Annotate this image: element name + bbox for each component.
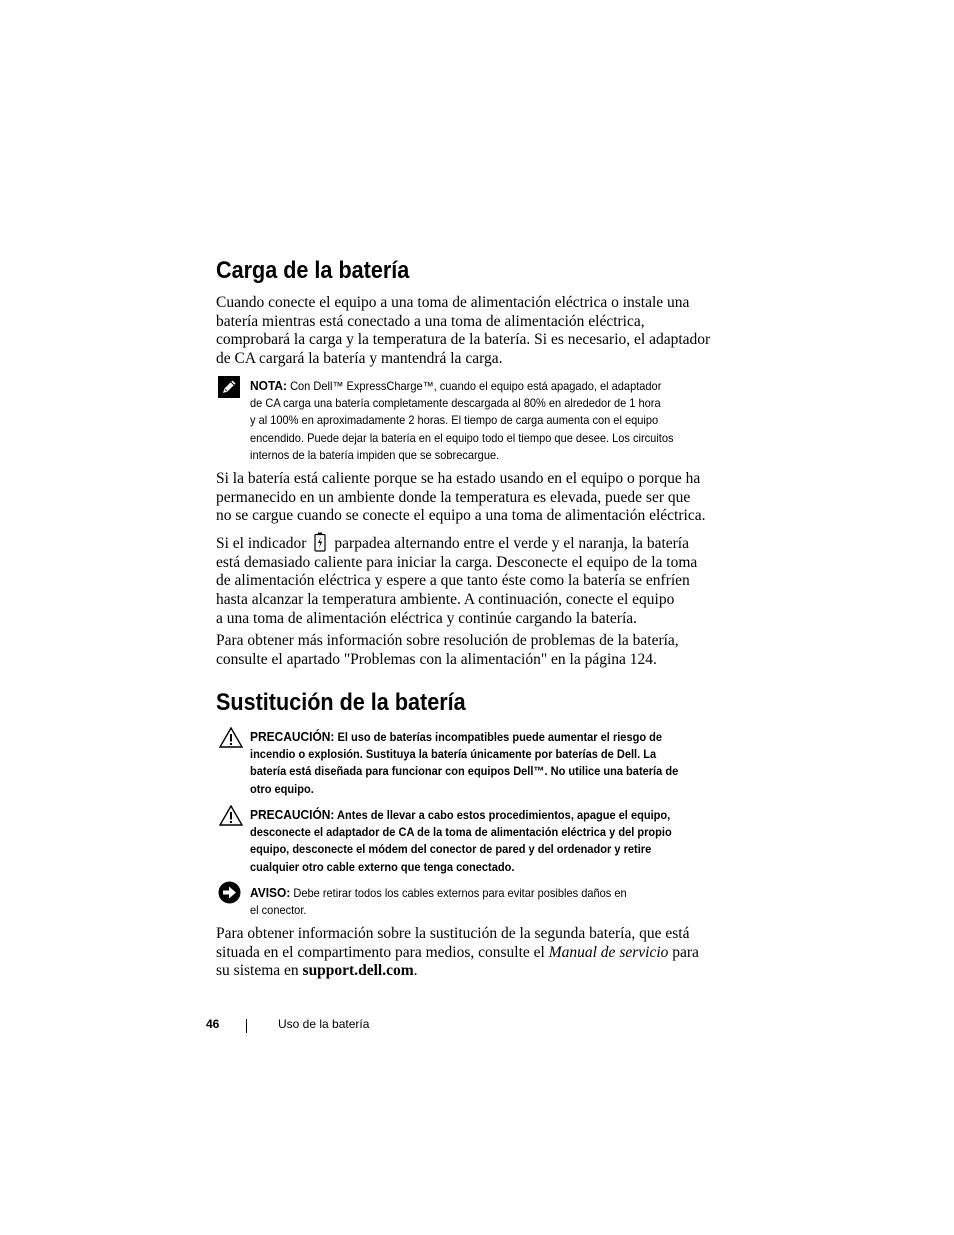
text-line: [216, 944, 736, 963]
text-line: de CA carga una batería completamente descargada al 80% en alrededor de 1 hora: [250, 396, 661, 411]
text-line: batería está diseñada para funcionar con equipos Dell™. No utilice una batería de: [250, 764, 679, 779]
text-line: no se cargue cuando se conecte el equipo a una toma de alimentación eléctrica.: [216, 507, 706, 525]
footer-section-title: Uso de la batería: [278, 1017, 370, 1031]
text-line: [216, 962, 736, 981]
paragraph-more-info: [216, 632, 736, 669]
caution-first-text: El uso de baterías incompatibles puede aumentar el riesgo de: [337, 730, 663, 744]
caution-before-procedures: [250, 806, 730, 876]
section-heading-battery-charging: Carga de la batería: [216, 257, 410, 284]
text-line: desconecte el adaptador de CA de la toma de alimentación eléctrica y del propio: [250, 825, 672, 840]
notice-label: AVISO:: [250, 885, 291, 900]
text-run: para: [672, 943, 699, 961]
text-line: Para obtener información sobre la sustitución de la segunda batería, que está: [216, 925, 690, 942]
service-manual-title: Manual de servicio: [548, 943, 669, 961]
text-line: [216, 532, 736, 554]
text-line: Cuando conecte el equipo a una toma de alimentación eléctrica o instale una: [216, 294, 690, 311]
indicator-text-before: Si el indicador: [216, 535, 307, 552]
text-run: situada en el compartimento para medios, consulte el: [216, 943, 545, 961]
text-line: está demasiado caliente para iniciar la carga. Desconecte el equipo de la toma: [216, 553, 698, 571]
text-run: .: [413, 962, 418, 980]
text-line: el conector.: [250, 903, 307, 918]
text-line: Para obtener más información sobre resolución de problemas de la batería,: [216, 632, 679, 649]
caution-first-line: [250, 728, 692, 746]
paragraph-second-battery: [216, 925, 736, 981]
notice-remove-cables: [250, 884, 730, 919]
text-run: su sistema en: [216, 962, 299, 980]
text-line: y al 100% en aproximadamente 2 horas. El tiempo de carga aumenta con el equipo: [250, 413, 659, 428]
text-line: incendio o explosión. Sustituya la batería únicamente por baterías de Dell. La: [250, 747, 657, 762]
caution-triangle-icon: [219, 805, 243, 826]
caution-label: PRECAUCIÓN:: [250, 729, 335, 744]
text-line: de CA cargará la batería y mantendrá la carga.: [216, 350, 503, 368]
notice-first-text: Debe retirar todos los cables externos para evitar posibles daños en: [293, 886, 627, 900]
indicator-text-after: parpadea alternando entre el verde y el naranja, la batería: [334, 535, 689, 552]
section-heading-battery-replacement: Sustitución de la batería: [216, 689, 466, 716]
battery-indicator-icon: [314, 532, 326, 552]
text-line: otro equipo.: [250, 781, 314, 796]
note-pencil-icon: [218, 376, 240, 398]
notice-arrow-icon: [218, 881, 241, 904]
text-line: consulte el apartado "Problemas con la alimentación" en la página 124.: [216, 650, 657, 668]
notice-first-line: [250, 884, 692, 902]
text-line: permanecido en un ambiente donde la temperatura es elevada, puede ser que: [216, 488, 691, 506]
text-line: encendido. Puede dejar la batería en el equipo todo el tiempo que desee. Los circuitos: [250, 430, 674, 445]
text-line: batería mientras está conectado a una toma de alimentación eléctrica,: [216, 312, 645, 330]
support-link[interactable]: support.dell.com: [302, 962, 414, 980]
note-label: NOTA:: [250, 378, 287, 393]
paragraph-hot-battery: [216, 470, 736, 526]
note-expresscharge: [250, 377, 730, 464]
paragraph-indicator-blink: [216, 532, 736, 629]
text-line: de alimentación eléctrica y espere a que tanto éste como la batería se enfríen: [216, 572, 690, 590]
caution-incompatible-batteries: [250, 728, 730, 798]
footer-divider: [246, 1019, 247, 1033]
text-line: equipo, desconecte el módem del conector de pared y del ordenador y retire: [250, 842, 652, 857]
text-line: Si la batería está caliente porque se ha estado usando en el equipo o porque ha: [216, 470, 701, 487]
text-line: internos de la batería impiden que se sobrecargue.: [250, 447, 500, 462]
text-line: a una toma de alimentación eléctrica y continúe cargando la batería.: [216, 609, 638, 627]
caution-first-line: [250, 806, 692, 824]
note-first-text: Con Dell™ ExpressCharge™, cuando el equipo está apagado, el adaptador: [290, 379, 662, 393]
caution-label: PRECAUCIÓN:: [250, 807, 335, 822]
text-line: hasta alcanzar la temperatura ambiente. A continuación, conecte el equipo: [216, 591, 675, 609]
page-number: 46: [206, 1017, 220, 1031]
text-line: cualquier otro cable externo que tenga conectado.: [250, 859, 515, 874]
caution-triangle-icon: [219, 727, 243, 748]
note-first-line: [250, 377, 692, 395]
caution-first-text: Antes de llevar a cabo estos procedimientos, apague el equipo,: [337, 808, 671, 822]
paragraph-charging-intro: [216, 294, 736, 369]
text-line: comprobará la carga y la temperatura de la batería. Si es necesario, el adaptador: [216, 331, 711, 349]
